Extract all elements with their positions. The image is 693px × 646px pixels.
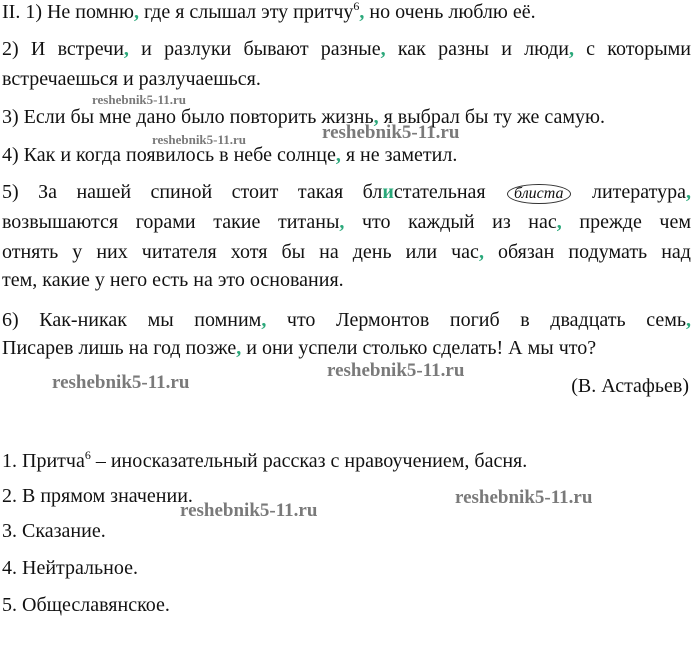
- author-attribution: (В. Астафьев): [571, 375, 689, 397]
- sentence-6-line-2: [2, 336, 596, 360]
- highlighted-letter: и: [382, 181, 394, 203]
- sentence-5-line-1: [2, 180, 691, 204]
- text: II. 1) Не помню: [2, 1, 134, 23]
- note-1: [2, 449, 527, 475]
- watermark: reshebnik5-11.ru: [327, 360, 465, 381]
- text: возвышаются горами такие титаны: [2, 211, 340, 233]
- note-3: 3. Сказание.: [2, 520, 106, 542]
- text: обязан подумать над: [483, 241, 691, 263]
- text: прежде чем: [561, 211, 691, 233]
- watermark: reshebnik5-11.ru: [180, 500, 318, 521]
- watermark: reshebnik5-11.ru: [152, 132, 247, 147]
- text: я выбрал бы ту же самую.: [378, 106, 605, 128]
- comma-mark: ,: [123, 38, 129, 60]
- sentence-5-line-3: [2, 240, 691, 264]
- text: и разлуки бывают разные: [128, 38, 381, 60]
- root-check-bubble: блиста: [507, 184, 570, 204]
- comma-mark: ,: [236, 337, 242, 359]
- comma-mark: ,: [478, 241, 484, 263]
- comma-mark: ,: [339, 211, 345, 233]
- watermark: reshebnik5-11.ru: [92, 92, 187, 107]
- sentence-5-line-4: [2, 268, 344, 292]
- text: стательная: [393, 181, 486, 203]
- text: литература: [572, 181, 686, 203]
- text: 2) И встречи: [2, 38, 124, 60]
- note-5: 5. Общеславянское.: [2, 594, 170, 616]
- comma-mark: ,: [359, 1, 365, 23]
- note-4: 4. Нейтральное.: [2, 557, 138, 579]
- text: с которыми: [573, 38, 692, 60]
- text: как разны и люди: [385, 38, 569, 60]
- text: но очень люблю её.: [364, 1, 536, 23]
- comma-mark: ,: [335, 144, 341, 166]
- text: и они успели столько сделать! А мы что?: [241, 337, 597, 359]
- text: что Лермонтов погиб в двадцать семь: [266, 309, 686, 331]
- comma-mark: ,: [686, 309, 691, 331]
- note-text: – иносказательный рассказ с нравоучением, басня.: [90, 450, 528, 472]
- sentence-5-line-2: [2, 210, 691, 234]
- comma-mark: ,: [373, 106, 379, 128]
- comma-mark: ,: [261, 309, 267, 331]
- comma-mark: ,: [686, 181, 691, 203]
- text: 3) Если бы мне дано было повторить жизнь: [2, 106, 374, 128]
- watermark: reshebnik5-11.ru: [52, 372, 190, 393]
- comma-mark: ,: [556, 211, 562, 233]
- text: 5) За нашей спиной стоит такая бл: [2, 181, 383, 203]
- text: 4) Как и когда появилось в небе солнце: [2, 144, 336, 166]
- note-2: 2. В прямом значении.: [2, 485, 193, 507]
- text: где я слышал эту притчу: [138, 1, 354, 23]
- sentence-1: [2, 0, 536, 26]
- comma-mark: ,: [568, 38, 574, 60]
- sentence-2-line-1: [2, 37, 691, 61]
- sentence-3: [2, 105, 605, 129]
- comma-mark: ,: [133, 1, 139, 23]
- text: встречаешься и разлучаешься.: [2, 68, 261, 90]
- text: я не заметил.: [340, 144, 458, 166]
- note-term: 1. Притча: [2, 450, 85, 472]
- text: что каждый из нас: [344, 211, 557, 233]
- text: отнять у них читателя хотя бы на день или час: [2, 241, 479, 263]
- watermark: reshebnik5-11.ru: [455, 487, 593, 508]
- footnote-ref: 6: [353, 0, 360, 13]
- footnote-ref: 6: [84, 448, 91, 462]
- watermark: reshebnik5-11.ru: [322, 122, 460, 143]
- comma-mark: ,: [380, 38, 386, 60]
- text: Писарев лишь на год позже: [2, 337, 237, 359]
- sentence-2-line-2: [2, 67, 261, 91]
- text: 6) Как-никак мы помним: [2, 309, 262, 331]
- sentence-6-line-1: [2, 308, 691, 332]
- text: тем, какие у него есть на это основания.: [2, 269, 344, 291]
